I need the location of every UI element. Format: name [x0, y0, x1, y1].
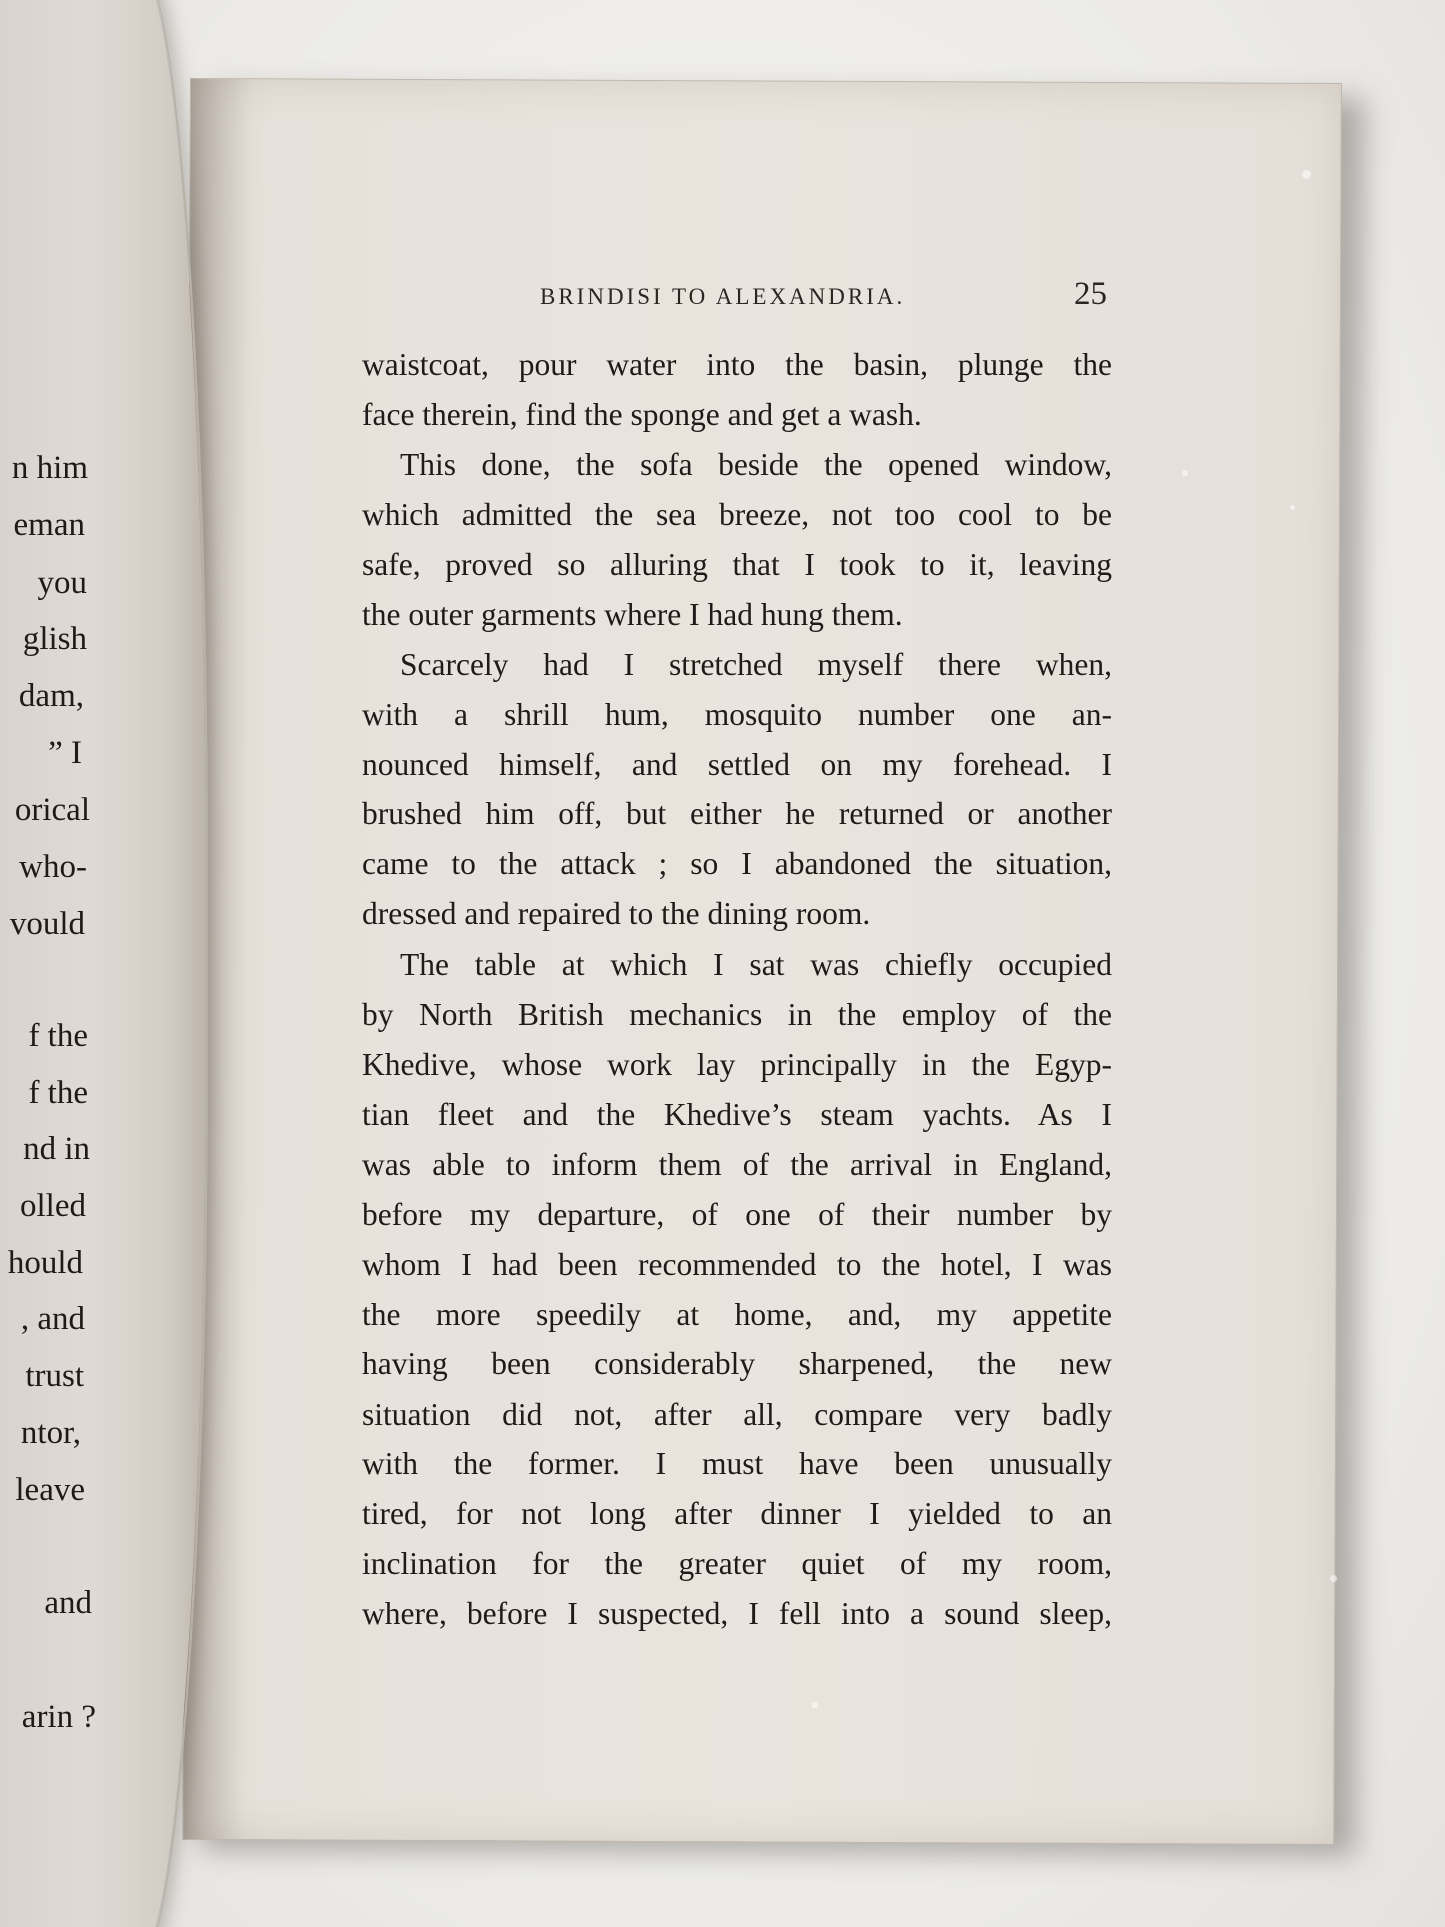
- left-page-fragment: trust: [25, 1358, 84, 1394]
- text-line: inclination for the greater quiet of my room,: [362, 1546, 1112, 1581]
- left-page-fragment: and: [44, 1585, 92, 1621]
- left-page-fragment: ntor,: [20, 1415, 81, 1451]
- text-line: safe, proved so alluring that I took to it, leaving: [362, 547, 1112, 582]
- left-page-fragment: f the: [28, 1018, 88, 1054]
- text-line: nounced himself, and settled on my forehead. I: [362, 747, 1112, 782]
- text-line: Scarcely had I stretched myself there when,: [400, 647, 1112, 682]
- page-number: 25: [1074, 276, 1107, 312]
- text-line: which admitted the sea breeze, not too cool to be: [362, 497, 1112, 532]
- left-page-fragment: orical: [14, 792, 90, 828]
- text-line: came to the attack ; so I abandoned the situation,: [362, 846, 1112, 881]
- text-line: face therein, find the sponge and get a wash.: [362, 397, 922, 432]
- text-line: This done, the sofa beside the opened window,: [400, 447, 1112, 482]
- paper-speck: [812, 1702, 818, 1708]
- text-line: the more speedily at home, and, my appetite: [362, 1297, 1112, 1332]
- left-page-fragment: who-: [19, 849, 87, 885]
- paper-speck: [1330, 1575, 1337, 1582]
- running-title: BRINDISI TO ALEXANDRIA.: [540, 284, 906, 309]
- left-page-fragment: eman: [13, 507, 85, 543]
- text-line: with the former. I must have been unusually: [362, 1446, 1112, 1481]
- text-line: before my departure, of one of their number by: [362, 1197, 1112, 1232]
- text-line: waistcoat, pour water into the basin, plunge the: [362, 347, 1112, 382]
- paper-speck: [1302, 170, 1311, 179]
- left-page-fragment: arin ?: [21, 1699, 96, 1735]
- paper-speck: [1290, 505, 1295, 510]
- text-line: with a shrill hum, mosquito number one an-: [362, 697, 1112, 732]
- text-line: where, before I suspected, I fell into a sound sleep,: [362, 1596, 1112, 1631]
- text-line: brushed him off, but either he returned or another: [362, 796, 1112, 831]
- paper-speck: [1182, 470, 1188, 476]
- left-page-fragment: you: [37, 565, 87, 601]
- text-line: Khedive, whose work lay principally in the Egyp-: [362, 1047, 1112, 1082]
- left-page-fragment: nd in: [23, 1131, 90, 1167]
- left-page-fragment: n him: [11, 450, 88, 486]
- left-page-fragment: hould: [7, 1245, 83, 1281]
- text-line: having been considerably sharpened, the new: [362, 1346, 1112, 1381]
- left-page-fragment: ” I: [48, 735, 82, 771]
- text-line: whom I had been recommended to the hotel, I was: [362, 1247, 1112, 1282]
- text-line: by North British mechanics in the employ of the: [362, 997, 1112, 1032]
- left-page-fragment: dam,: [18, 678, 84, 714]
- text-line: The table at which I sat was chiefly occupied: [400, 947, 1112, 982]
- text-line: tired, for not long after dinner I yielded to an: [362, 1496, 1112, 1531]
- left-page-fragment: , and: [20, 1301, 85, 1337]
- left-page-fragment: olled: [20, 1188, 86, 1224]
- text-line: tian fleet and the Khedive’s steam yachts. As I: [362, 1097, 1112, 1132]
- left-page-fragment: vould: [9, 906, 85, 942]
- left-page-fragment: glish: [22, 621, 87, 657]
- text-line: was able to inform them of the arrival in England,: [362, 1147, 1112, 1182]
- text-line: the outer garments where I had hung them.: [362, 597, 903, 632]
- text-line: situation did not, after all, compare very badly: [362, 1397, 1112, 1432]
- left-page-text: [0, 0, 200, 1927]
- left-page-fragment: leave: [15, 1472, 85, 1508]
- text-line: dressed and repaired to the dining room.: [362, 896, 871, 931]
- left-page-fragment: f the: [28, 1075, 88, 1111]
